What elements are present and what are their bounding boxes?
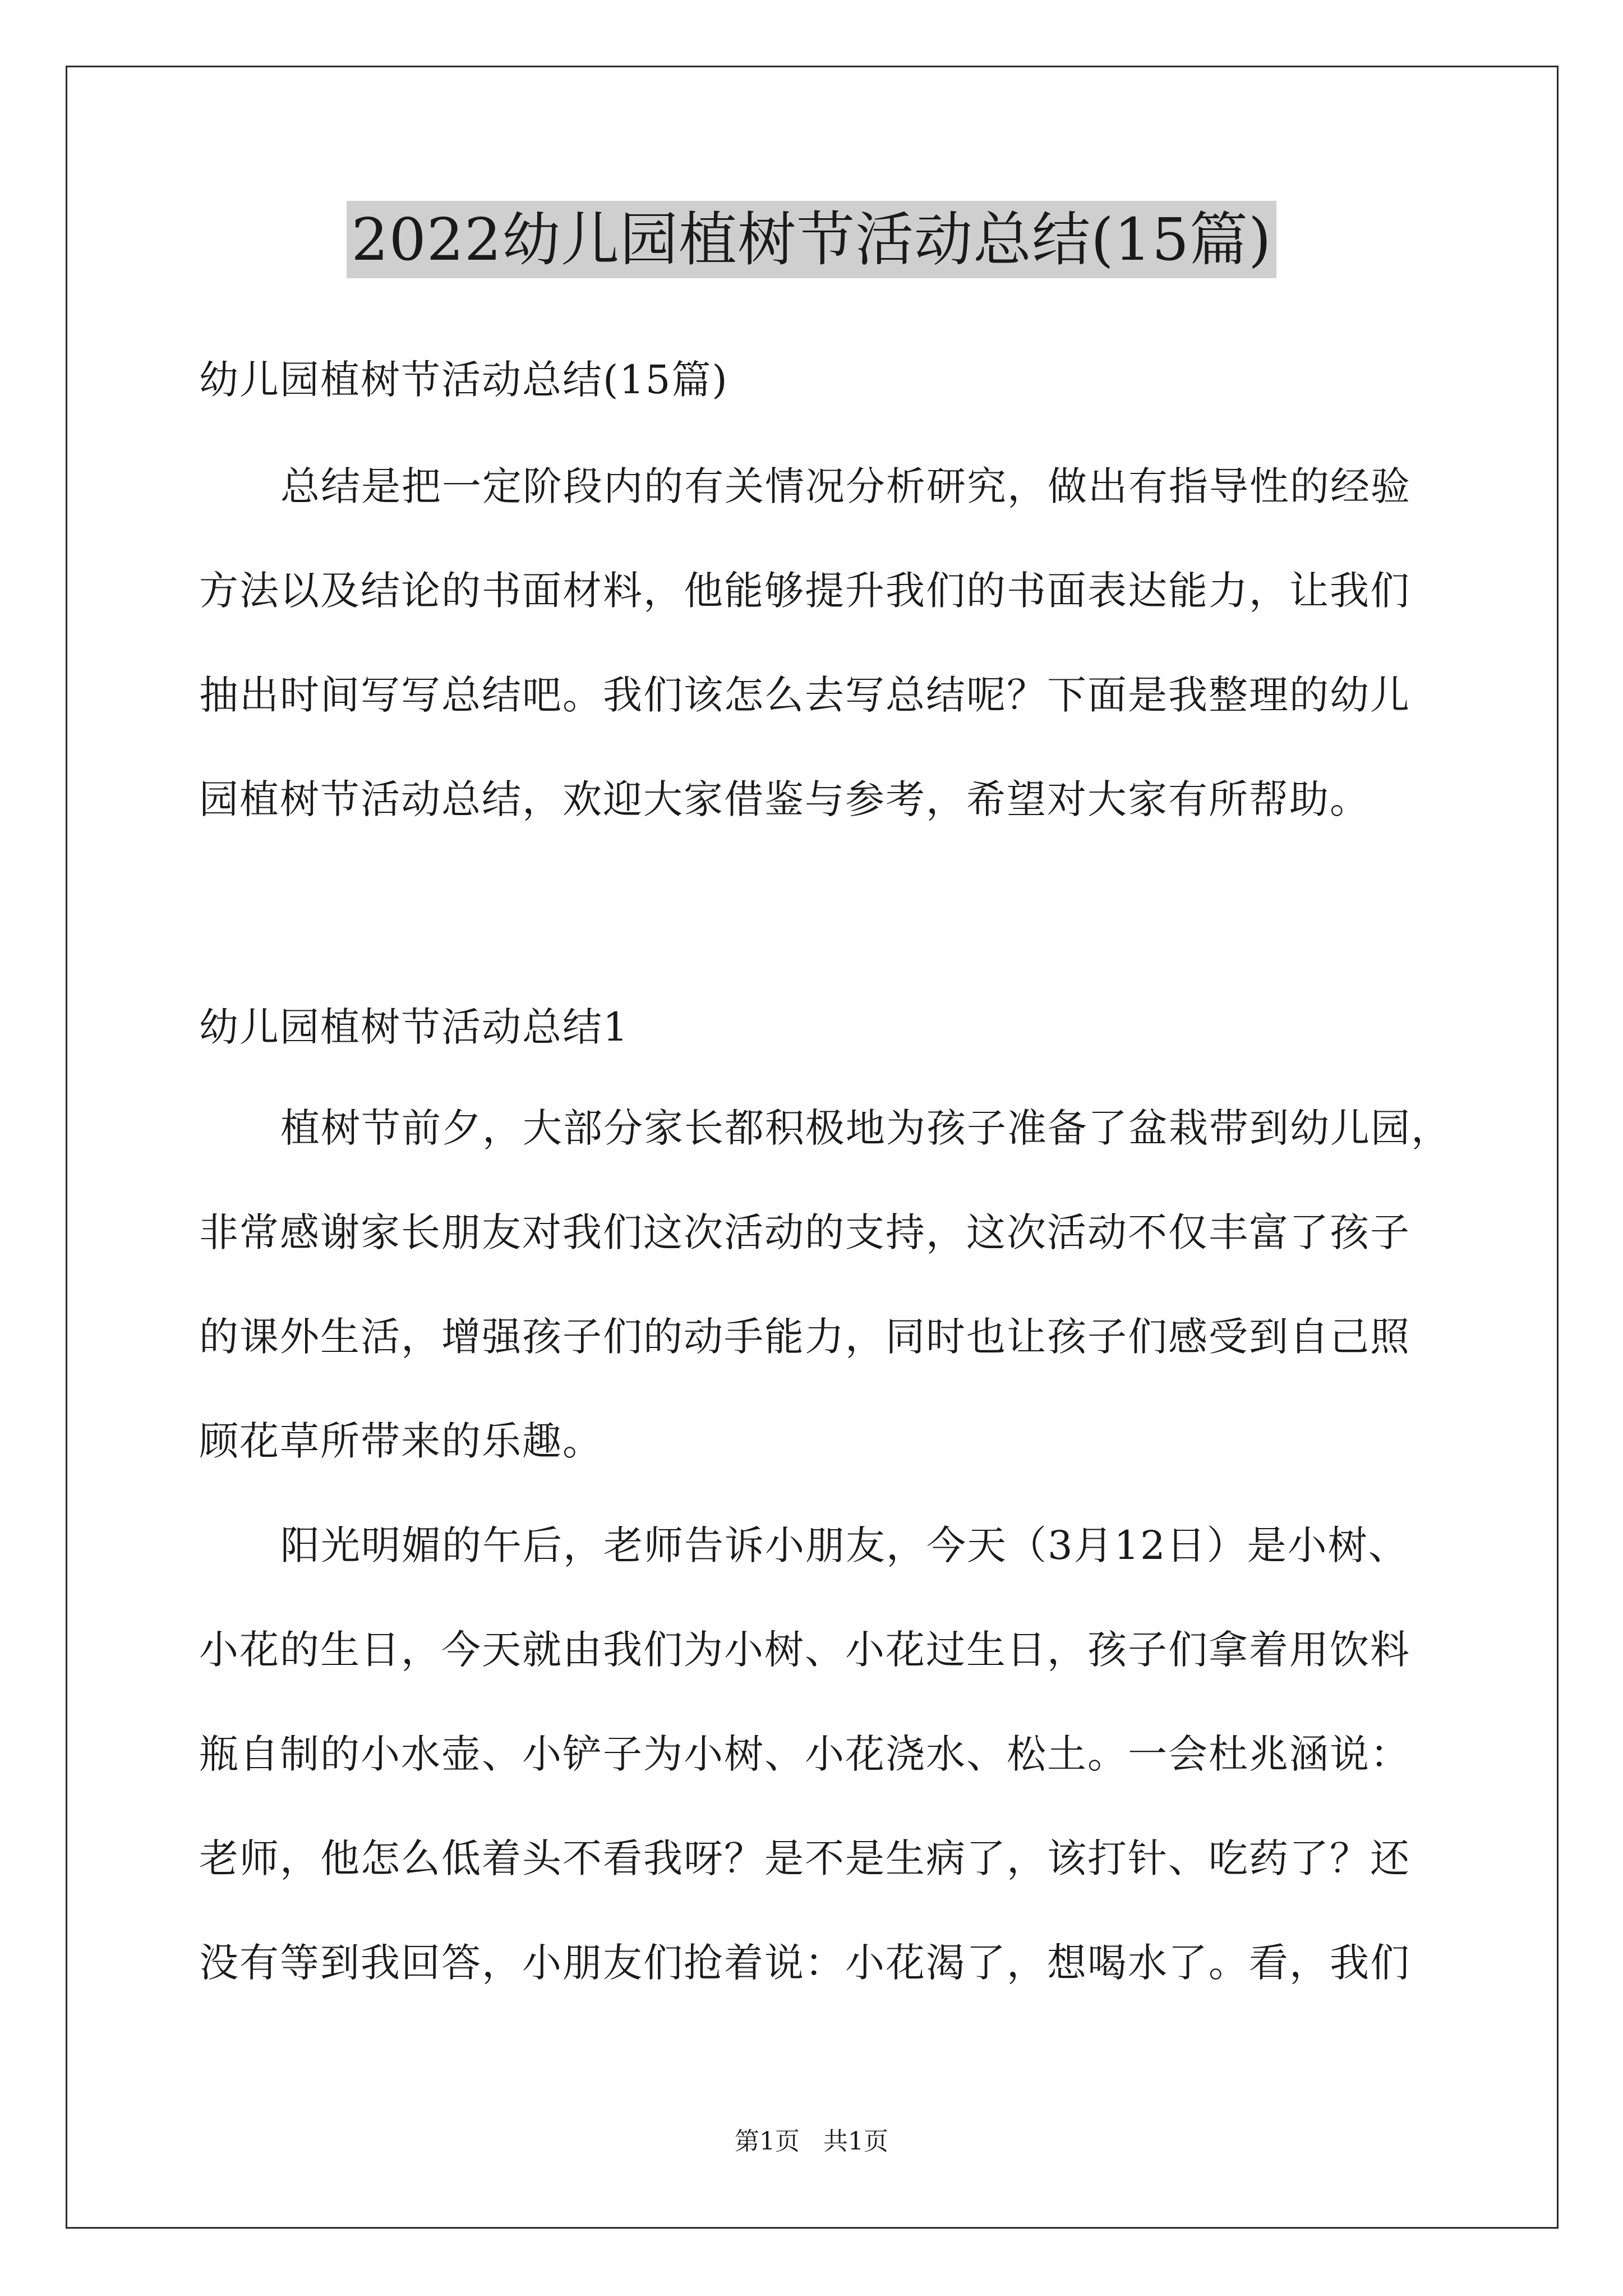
- page-number-footer: 第1页 共1页: [735, 2127, 888, 2156]
- paragraph-line: 非常感谢家长朋友对我们这次活动的支持，这次活动不仅丰富了孩子: [199, 1209, 1410, 1255]
- paragraph-line: 没有等到我回答，小朋友们抢着说：小花渴了，想喝水了。看，我们: [199, 1940, 1410, 1986]
- paragraph-line: 方法以及结论的书面材料，他能够提升我们的书面表达能力，让我们: [199, 568, 1410, 614]
- document-title: 2022幼儿园植树节活动总结(15篇): [347, 201, 1276, 278]
- paragraph-line: 的课外生活，增强孩子们的动手能力，同时也让孩子们感受到自己照: [199, 1314, 1410, 1360]
- paragraph-line: 瓶自制的小水壶、小铲子为小树、小花浇水、松土。一会杜兆涵说：: [199, 1731, 1410, 1777]
- paragraph-line: 总结是把一定阶段内的有关情况分析研究，做出有指导性的经验: [280, 463, 1411, 509]
- paragraph-line: 小花的生日，今天就由我们为小树、小花过生日，孩子们拿着用饮料: [199, 1627, 1410, 1673]
- title-container: [0, 201, 1623, 278]
- paragraph-line: 老师，他怎么低着头不看我呀？是不是生病了，该打针、吃药了？还: [199, 1835, 1410, 1881]
- paragraph-line: 阳光明媚的午后，老师告诉小朋友，今天（3月12日）是小树、: [280, 1522, 1409, 1568]
- section-heading: 幼儿园植树节活动总结1: [199, 1004, 629, 1050]
- paragraph-line: 顾花草所带来的乐趣。: [199, 1418, 603, 1464]
- paragraph-line: 植树节前夕，大部分家长都积极地为孩子准备了盆栽带到幼儿园，: [280, 1105, 1451, 1151]
- paragraph-line: 园植树节活动总结，欢迎大家借鉴与参考，希望对大家有所帮助。: [199, 776, 1370, 822]
- subtitle-line: 幼儿园植树节活动总结(15篇): [199, 357, 728, 403]
- paragraph-line: 抽出时间写写总结吧。我们该怎么去写总结呢？下面是我整理的幼儿: [199, 672, 1410, 718]
